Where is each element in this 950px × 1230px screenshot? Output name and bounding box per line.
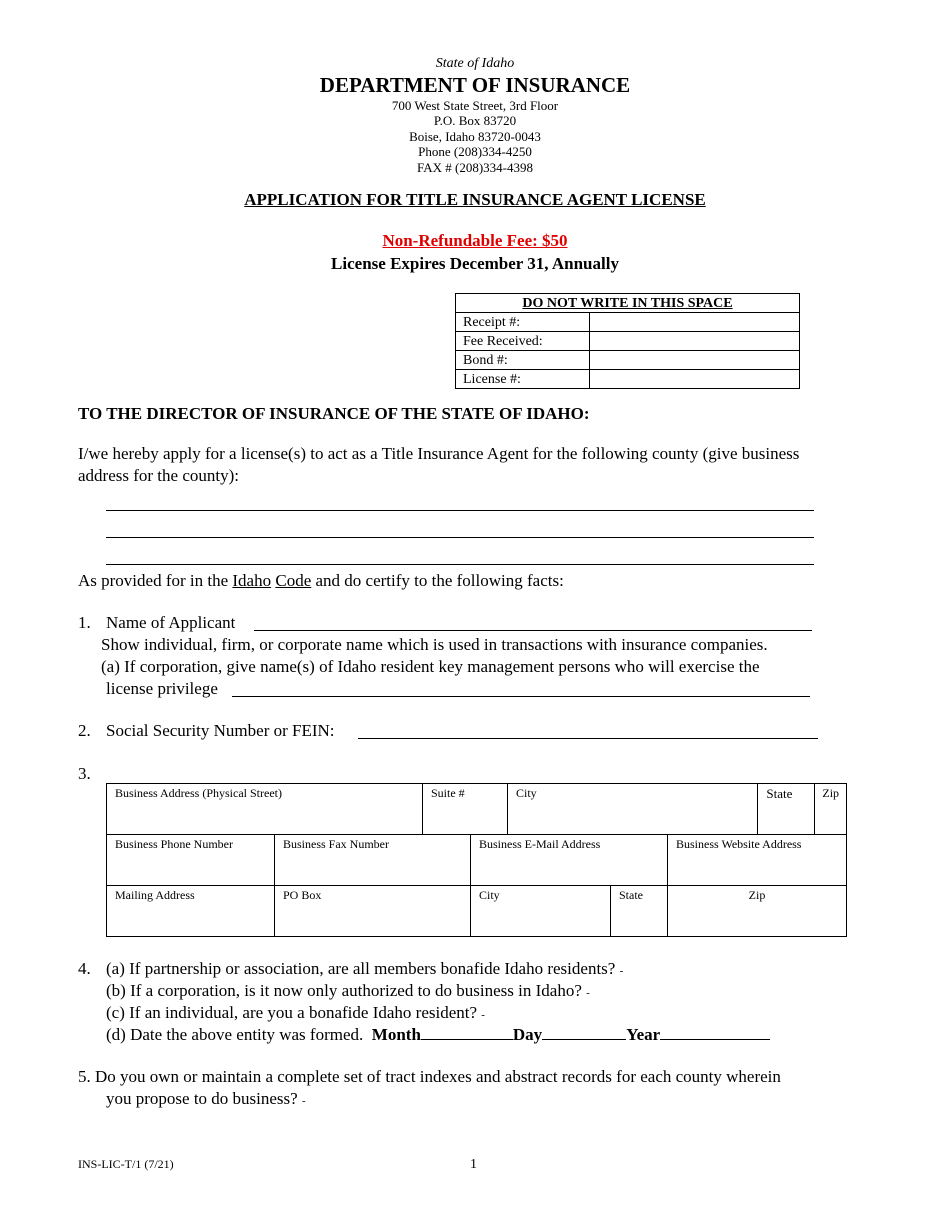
q4-b-text: (b) If a corporation, is it now only authorized to do business in Idaho? — [106, 981, 582, 1000]
q4-d-text: (d) Date the above entity was formed. — [106, 1025, 364, 1044]
q1-label: Name of Applicant — [106, 613, 236, 632]
month-label: Month — [371, 1025, 421, 1044]
zip-cell[interactable]: Zip — [815, 784, 847, 835]
q1-note: Show individual, firm, or corporate name which is used in transactions with insurance companies. — [101, 635, 768, 654]
fee-notice: Non-Refundable Fee: $50 — [382, 231, 568, 250]
receipt-field — [590, 313, 800, 332]
fee-received-label: Fee Received: — [456, 332, 590, 351]
q4-b — [106, 980, 590, 1004]
q4-number: 4. — [78, 959, 91, 978]
suite-cell[interactable]: Suite # — [423, 784, 508, 835]
q4-c-text: (c) If an individual, are you a bonafide Idaho resident? — [106, 1003, 478, 1022]
intro-paragraph: I/we hereby apply for a license(s) to act as a Title Insurance Agent for the following county (give business address for the county): — [78, 444, 800, 485]
q4-a-answer[interactable]: - — [619, 965, 624, 977]
mailing-city-cell[interactable]: City — [471, 886, 611, 937]
business-email-cell[interactable]: Business E-Mail Address — [471, 835, 668, 886]
q5-answer[interactable]: - — [301, 1095, 306, 1107]
q4-a-text: (a) If partnership or association, are all members bonafide Idaho residents? — [106, 959, 616, 978]
q4-a — [106, 958, 623, 982]
certify-code: Code — [275, 571, 312, 590]
q1-sub-a: (a) If corporation, give name(s) of Idaho resident key management persons who will exercise the — [101, 657, 760, 676]
q3-number: 3. — [78, 764, 91, 783]
q1-sub-a-cont: license privilege — [106, 679, 218, 698]
county-line-3[interactable] — [106, 564, 814, 565]
page-number: 1 — [470, 1157, 477, 1172]
fee-received-field — [590, 332, 800, 351]
business-address-cell[interactable]: Business Address (Physical Street) — [107, 784, 423, 835]
q2-label: Social Security Number or FEIN: — [106, 721, 335, 740]
business-contact-table — [106, 834, 847, 886]
certify-statement — [78, 570, 564, 592]
po-box-cell[interactable]: PO Box — [275, 886, 471, 937]
applicant-name-field[interactable] — [254, 630, 812, 631]
mailing-zip-cell[interactable]: Zip — [668, 886, 847, 937]
license-label: License #: — [456, 370, 590, 389]
office-use-heading: DO NOT WRITE IN THIS SPACE — [456, 294, 800, 313]
city-cell[interactable]: City — [508, 784, 758, 835]
q5-cont — [106, 1088, 306, 1112]
license-field — [590, 370, 800, 389]
mailing-address-table — [106, 885, 847, 937]
year-field[interactable] — [660, 1023, 770, 1040]
bond-field — [590, 351, 800, 370]
state-cell[interactable]: State — [758, 784, 815, 835]
month-field[interactable] — [421, 1023, 513, 1040]
state-name: State of Idaho — [435, 56, 515, 71]
receipt-label: Receipt #: — [456, 313, 590, 332]
mailing-state-cell[interactable]: State — [611, 886, 668, 937]
q4-b-answer[interactable]: - — [586, 987, 590, 999]
mailing-address-cell[interactable]: Mailing Address — [107, 886, 275, 937]
key-persons-field[interactable] — [232, 696, 810, 697]
certify-idaho: Idaho — [232, 571, 272, 590]
office-use-box — [455, 293, 800, 389]
day-label: Day — [512, 1025, 543, 1044]
phone-line: Phone (208)334-4250 — [418, 144, 532, 159]
expiry-notice: License Expires December 31, Annually — [331, 254, 619, 273]
q5-text: 5. Do you own or maintain a complete set of tract indexes and abstract records for each county wherein — [78, 1067, 781, 1086]
business-phone-cell[interactable]: Business Phone Number — [107, 835, 275, 886]
address-line: Boise, Idaho 83720-0043 — [409, 129, 541, 144]
certify-post: and do certify to the following facts: — [311, 571, 564, 590]
county-line-1[interactable] — [106, 510, 814, 511]
form-title: APPLICATION FOR TITLE INSURANCE AGENT LICENSE — [244, 190, 706, 209]
bond-label: Bond #: — [456, 351, 590, 370]
business-info-table — [106, 783, 847, 835]
certify-pre: As provided for in the — [78, 571, 233, 590]
ssn-fein-field[interactable] — [358, 738, 818, 739]
form-id: INS-LIC-T/1 (7/21) — [78, 1157, 174, 1171]
year-label: Year — [626, 1025, 661, 1044]
q5-cont-text: you propose to do business? — [106, 1089, 298, 1108]
day-field[interactable] — [542, 1023, 626, 1040]
business-website-cell[interactable]: Business Website Address — [668, 835, 847, 886]
address-line: P.O. Box 83720 — [433, 113, 517, 128]
salutation: TO THE DIRECTOR OF INSURANCE OF THE STATE OF IDAHO: — [78, 404, 590, 423]
business-fax-cell[interactable]: Business Fax Number — [275, 835, 471, 886]
q1-number: 1. — [78, 613, 91, 632]
q2-number: 2. — [78, 721, 91, 740]
q4-c-answer[interactable]: - — [481, 1009, 485, 1021]
address-line: 700 West State Street, 3rd Floor — [391, 98, 559, 113]
department-title: DEPARTMENT OF INSURANCE — [319, 73, 631, 97]
fax-line: FAX # (208)334-4398 — [416, 160, 534, 175]
q4-d — [106, 1023, 770, 1046]
county-line-2[interactable] — [106, 537, 814, 538]
